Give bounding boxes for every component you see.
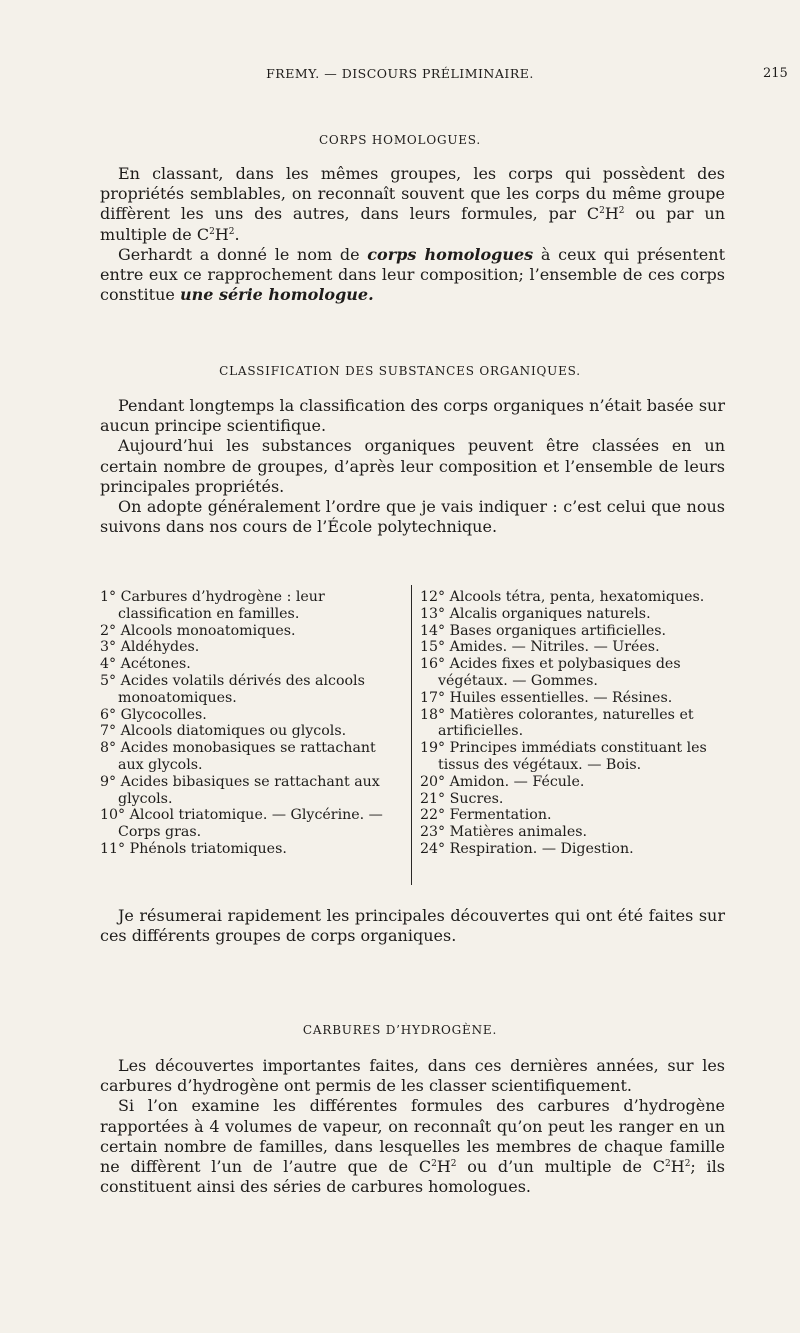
list-item: 15° Amides. — Nitriles. — Urées. <box>420 639 660 656</box>
paragraph: Aujourd’hui les substances organiques peuvent être classées en un certain nombre de groupes, d’après leur composition et l’ensemble de leurs principales propriétés. <box>100 436 725 496</box>
text-run: à ceux qui présentent entre eux ce rapprochement dans leur composition; l’ensemble de ces corps constitue <box>100 244 725 305</box>
text-run: En classant, dans les mêmes groupes, les corps qui possèdent des propriétés semblables, on reconnaît souvent que les corps du même groupe diffèrent les uns des autres, dans leurs formules, par C <box>100 164 725 224</box>
emphasis: une série homologue. <box>179 285 374 305</box>
section-carbures <box>100 1056 725 1197</box>
list-item: 16° Acides fixes et polybasiques des végétaux. — Gommes. <box>420 656 681 689</box>
list-item: 10° Alcool triatomique. — Glycérine. — Corps gras. <box>100 807 383 841</box>
text-run: H <box>214 224 229 244</box>
text-run: H <box>670 1157 685 1177</box>
list-right-column <box>420 589 730 858</box>
list-item: 5° Acides volatils dérivés des alcools monoatomiques. <box>100 672 365 706</box>
list-left-column <box>100 589 400 858</box>
list-item: 17° Huiles essentielles. — Résines. <box>420 689 673 706</box>
heading-classification: CLASSIFICATION DES SUBSTANCES ORGANIQUES. <box>219 364 581 378</box>
paragraph <box>100 164 725 245</box>
text-run: Si l’on examine les différentes formules des carbures d’hydrogène rapportées à 4 volumes de vapeur, on reconnaît qu’on peut les ranger en un certain nombre de familles, dans lesquelles les membres de chaque famille ne diffèrent l’un de l’autre que de C <box>100 1096 725 1177</box>
running-header: FREMY. — DISCOURS PRÉLIMINAIRE. <box>266 66 534 81</box>
paragraph: Pendant longtemps la classification des corps organiques n’était basée sur aucun principe scientifique. <box>100 396 725 436</box>
text-run: H <box>436 1157 451 1177</box>
list-item: 8° Acides monobasiques se rattachant aux glycols. <box>100 740 376 773</box>
column-divider <box>411 585 412 885</box>
list-item: 7° Alcools diatomiques ou glycols. <box>100 723 347 740</box>
list-item: 23° Matières animales. <box>420 824 588 841</box>
list-item: 20° Amidon. — Fécule. <box>420 773 585 790</box>
superscript: 2 <box>450 1159 457 1170</box>
list-item: 3° Aldéhydes. <box>100 639 200 656</box>
list-item: 9° Acides bibasiques se rattachant aux glycols. <box>100 773 380 807</box>
superscript: 2 <box>431 1159 437 1170</box>
list-item: 1° Carbures d’hydrogène : leur classification en familles. <box>100 589 325 622</box>
list-item: 19° Principes immédiats constituant les tissus des végétaux. — Bois. <box>420 740 707 773</box>
list-item: 2° Alcools monoatomiques. <box>100 622 296 639</box>
list-item: 4° Acétones. <box>100 656 191 673</box>
list-item: 24° Respiration. — Digestion. <box>420 840 634 857</box>
paragraph <box>100 245 725 306</box>
text-run: ; ils constituent ainsi des séries de carbures homologues. <box>100 1157 725 1197</box>
superscript: 2 <box>665 1159 671 1170</box>
list-item: 18° Matières colorantes, naturelles et artificielles. <box>420 706 694 740</box>
superscript: 2 <box>228 226 235 237</box>
text-run: Gerhardt a donné le nom de <box>118 244 368 264</box>
paragraph: Je résumerai rapidement les principales découvertes qui ont été faites sur ces différents groupes de corps organiques. <box>100 906 725 946</box>
list-item: 6° Glycocolles. <box>100 706 207 723</box>
text-run: ou par un multiple de C <box>100 204 726 244</box>
heading-corps-homologues: CORPS HOMOLOGUES. <box>318 133 482 147</box>
heading-carbures: CARBURES D’HYDROGÈNE. <box>302 1023 498 1037</box>
list-item: 13° Alcalis organiques naturels. <box>420 605 651 622</box>
page-number: 215 <box>763 66 788 81</box>
emphasis: corps homologues <box>367 244 534 264</box>
list-item: 21° Sucres. <box>420 790 504 807</box>
list-item: 14° Bases organiques artificielles. <box>420 622 667 639</box>
text-run: . <box>234 224 240 244</box>
paragraph: Les découvertes importantes faites, dans ces dernières années, sur les carbures d’hydrogène ont permis de les classer scientifiquement. <box>100 1056 725 1096</box>
list-item: 11° Phénols triatomiques. <box>100 840 287 857</box>
text-run: ou d’un multiple de C <box>456 1157 665 1177</box>
superscript: 2 <box>684 1159 691 1170</box>
section-corps-homologues <box>100 164 725 305</box>
section-classification <box>100 396 725 537</box>
superscript: 2 <box>209 226 215 237</box>
section-after-list <box>100 906 725 946</box>
paragraph <box>100 1096 725 1197</box>
paragraph: On adopte généralement l’ordre que je vais indiquer : c’est celui que nous suivons dans nos cours de l’École polytechnique. <box>100 497 725 537</box>
text-run: H <box>604 204 619 224</box>
list-item: 12° Alcools tétra, penta, hexatomiques. <box>420 589 705 605</box>
superscript: 2 <box>618 206 625 217</box>
list-item: 22° Fermentation. <box>420 807 552 824</box>
superscript: 2 <box>599 206 605 217</box>
